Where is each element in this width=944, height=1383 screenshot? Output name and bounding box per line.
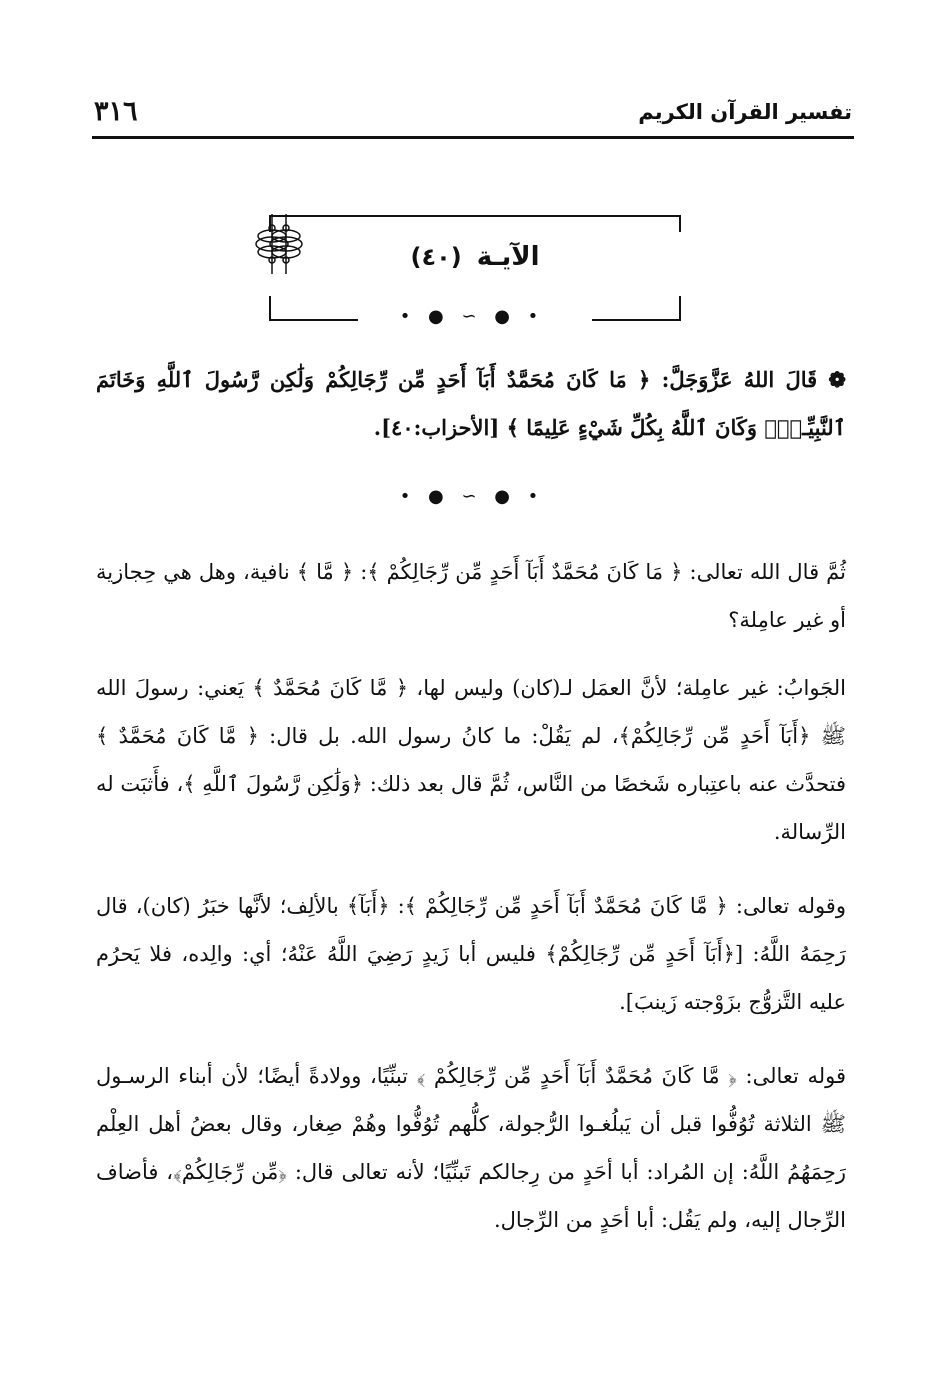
- page-header: [92, 92, 854, 139]
- verse-separator-ornament: • ● ∽ ● •: [399, 486, 545, 507]
- title-separator-ornament: • ● ∽ ● •: [399, 306, 545, 327]
- paragraph-text: قوله تعالى: ﴿ مَّا كَانَ مُحَمَّدٌ أَبَآ أَحَدٍ مِّن رِّجَالِكُمْ ﴾ تبنِّيًا، وولادةً أيضًا؛ لأن أبناء الرسـول ﷺ الثلاثة تُوُفُّوا قبل أن يَبلُغـوا الرُّجولة، كلُّهم تُوُفُّوا وهُمْ صِغار، وقال بعضُ أهل العِلْم رَحِمَهُمُ اللَّهُ: إن المُراد: أبا أحَدٍ من رِجالكم تَبنِّيًا؛ لأنه تعالى قال: ﴿مِّن رِّجَالِكُمْ﴾، فأضاف الرِّجال إليه، ولم يَقُل: أبا أحَدٍ من الرِّجال.: [96, 1064, 846, 1232]
- paragraph-text: وقوله تعالى: ﴿ مَّا كَانَ مُحَمَّدٌ أَبَآ أَحَدٍ مِّن رِّجَالِكُمْ ﴾: ﴿أَبَآ﴾ بالألِف؛ لأنَّها خبَرُ (كان)، قال رَحِمَهُ اللَّهُ: [﴿أَبَآ أَحَدٍ مِّن رِّجَالِكُمْ﴾ فليس أبا زَيدٍ رَضِيَ اللَّهُ عَنْهُ؛ أي: والِده، فلا يَحرُم عليه التَّزوُّج بزَوْجته زَينبَ].: [96, 894, 846, 1014]
- verse-text: ❁ قَالَ اللهُ عَزَّوَجَلَّ: ﴿ مَا كَانَ مُحَمَّدٌ أَبَآ أَحَدٍ مِّن رِّجَالِكُمْ وَلَٰكِن رَّسُولَ ٱللَّهِ وَخَاتَمَ ٱلنَّبِيِّـنَۗ وَكَانَ ٱللَّهُ بِكُلِّ شَيْءٍ عَلِيمًا ﴾ [الأحزاب:٤٠].: [96, 367, 846, 440]
- paragraph-text: الجَوابُ: غير عامِلة؛ لأنَّ العمَل لـ(كان) وليس لها، ﴿ مَّا كَانَ مُحَمَّدٌ ﴾ يَعني: رسولَ الله ﷺ ﴿أَبَآ أَحَدٍ مِّن رِّجَالِكُمْ﴾، لم يَقُلْ: ما كانُ رسول الله. بل قال: ﴿ مَّا كَانَ مُحَمَّدٌ ﴾ فتحدَّث عنه باعتِباره شَخصًا من النَّاس، ثُمَّ قال بعد ذلك: ﴿وَلَٰكِن رَّسُولَ ٱللَّهِ ﴾، فأَثبَت له الرِّسالة.: [96, 676, 846, 844]
- paragraph-3: [96, 882, 846, 1026]
- paragraph-text: ثُمَّ قال الله تعالى: ﴿ مَا كَانَ مُحَمَّدٌ أَبَآ أَحَدٍ مِّن رِّجَالِكُمْ ﴾: ﴿ مَّا ﴾ نافية، وهل هي حِجازية أو غير عامِلة؟: [96, 560, 846, 632]
- page-number: ٣١٦: [94, 96, 138, 127]
- verse-block: [96, 356, 846, 452]
- section-title: [266, 242, 684, 272]
- running-title: تفسير القرآن الكريم: [638, 100, 852, 124]
- section-number: (٤٠): [410, 243, 462, 271]
- section-title-label: الآيـة: [476, 242, 540, 272]
- paragraph-1: [96, 548, 846, 644]
- paragraph-2: [96, 664, 846, 856]
- paragraph-4: [96, 1052, 846, 1244]
